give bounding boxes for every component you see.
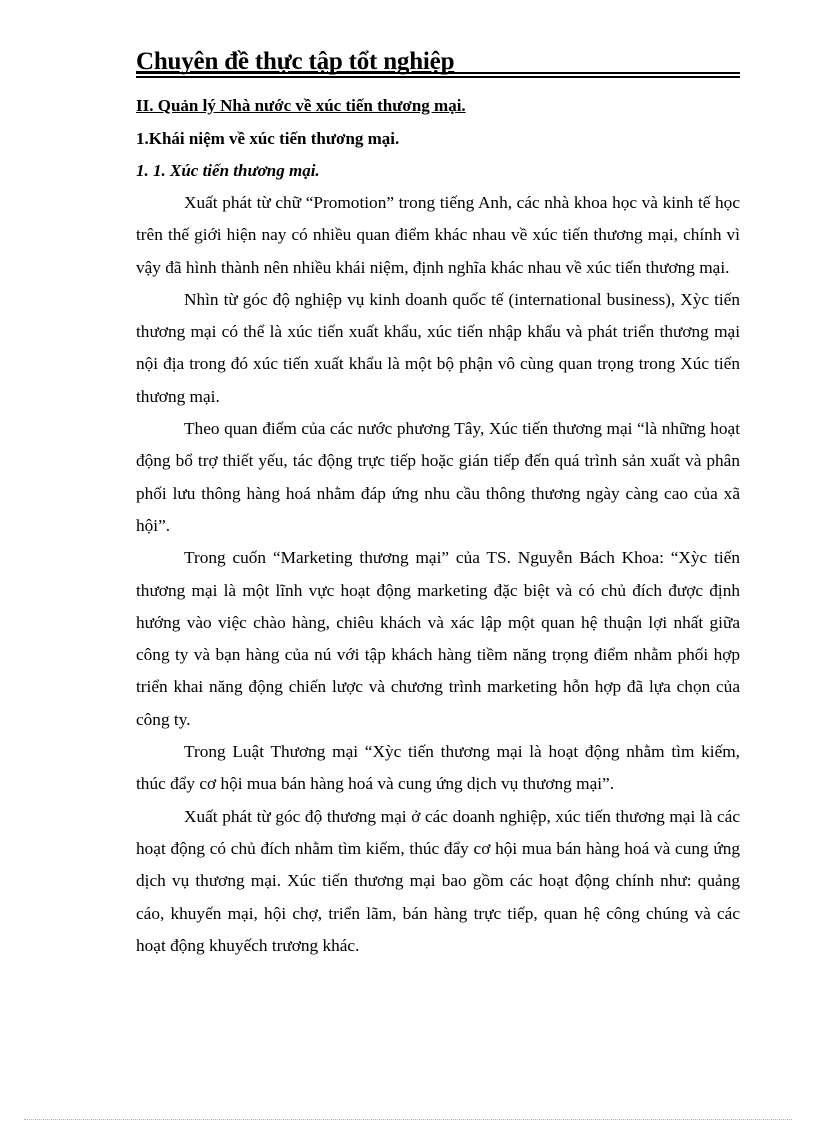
paragraph: Trong Luật Thương mại “Xỳc tiến thương mại là hoạt động nhằm tìm kiếm, thúc đẩy cơ hội mua bán hàng hoá và cung ứng dịch vụ thương mại”. <box>136 742 740 794</box>
header-rule <box>136 72 740 74</box>
subsubsection-heading: 1. 1. Xúc tiến thương mại. <box>136 161 320 180</box>
paragraph: Nhìn từ góc độ nghiệp vụ kinh doanh quốc tế (international business), Xỳc tiến thương mại có thể là xúc tiến xuất khẩu, xúc tiến nhập khẩu và phát triển thương mại nội địa trong đó xúc tiến xuất khẩu là một bộ phận vô cùng quan trọng trong Xúc tiến thương mại. <box>136 289 740 406</box>
paragraph: Xuất phát từ chữ “Promotion” trong tiếng Anh, các nhà khoa học và kinh tế học trên thế giới hiện nay có nhiều quan điểm khác nhau về xúc tiến thương mại, chính vì vậy đã hình thành nên nhiều khái niệm, định nghĩa khác nhau về xúc tiến thương mại. <box>136 193 740 277</box>
header-title: Chuyên đề thực tập tổt nghiệp <box>136 48 455 75</box>
paragraph: Xuất phát từ góc độ thương mại ở các doanh nghiệp, xúc tiến thương mại là các hoạt động có chủ đích nhằm tìm kiếm, thúc đẩy cơ hội mua bán hàng hoá và cung ứng dịch vụ thương mại. Xúc tiến thương mại bao gồm các hoạt động chính như: quảng cáo, khuyến mại, hội chợ, triển lãm, bán hàng trực tiếp, quan hệ công chúng và các hoạt động khuyếch trương khác. <box>136 806 740 955</box>
section-heading: II. Quản lý Nhà nước về xúc tiến thương mại. <box>136 96 466 115</box>
body-text <box>136 187 740 962</box>
paragraph: Theo quan điểm của các nước phương Tây, Xúc tiến thương mại “là những hoạt động bổ trợ thiết yếu, tác động trực tiếp hoặc gián tiếp đến quá trình sản xuất và phân phối lưu thông hàng hoá nhằm đáp ứng nhu cầu thông thương ngày càng cao của xã hội”. <box>136 419 740 535</box>
page-header <box>136 48 740 82</box>
page-bottom-border <box>24 1119 792 1120</box>
header-rule <box>136 76 740 78</box>
paragraph: Trong cuốn “Marketing thương mại” của TS. Nguyễn Bách Khoa: “Xỳc tiến thương mại là một lĩnh vực hoạt động marketing đặc biệt và có chủ đích được định hướng vào việc chào hàng, chiêu khách và xác lập một quan hệ thuận lợi nhất giữa công ty và bạn hàng của nú với tập khách hàng tiềm năng trọng điểm nhằm phối hợp triển khai năng động chiến lược và chương trình marketing hỗn hợp đã lựa chọn của công ty. <box>136 548 740 729</box>
subsection-heading: 1.Khái niệm về xúc tiến thương mại. <box>136 129 400 148</box>
